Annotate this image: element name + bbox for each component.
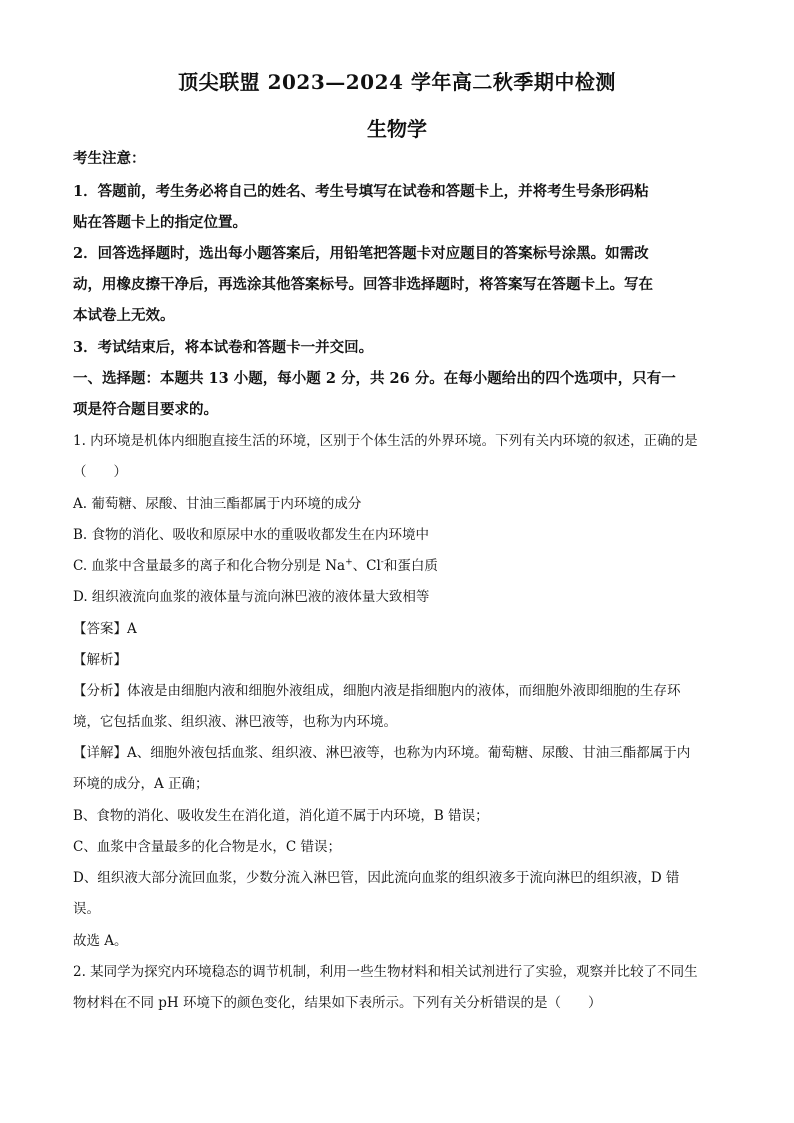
notice-item-1-line-2: 贴在答题卡上的指定位置。 (73, 214, 247, 231)
notice-item-2-line-1: 2．回答选择题时，选出每小题答案后，用铅笔把答题卡对应题目的答案标号涂黑。如需改 (73, 245, 649, 262)
q1-detail-line-5: D、组织液大部分流回血浆，少数分流入淋巴管，因此流向血浆的组织液多于流向淋巴的组织液，D 错 (73, 870, 680, 886)
q2-stem-line-1: 2. 某同学为探究内环境稳态的调节机制，利用一些生物材料和相关试剂进行了实验，观察并比较了不同生 (73, 964, 698, 980)
q1-answer: 【答案】A (73, 621, 137, 637)
q1-fenxi-line-1: 【分析】体液是由细胞内液和细胞外液组成，细胞内液是指细胞内的液体，而细胞外液即细胞的生存环 (73, 683, 681, 699)
q1-detail-line-1: 【详解】A、细胞外液包括血浆、组织液、淋巴液等，也称为内环境。葡萄糖、尿酸、甘油三酯都属于内 (73, 745, 691, 761)
q1-stem-line-1: 1. 内环境是机体内细胞直接生活的环境，区别于个体生活的外界环境。下列有关内环境的叙述，正确的是 (73, 433, 698, 449)
q1-option-a: A. 葡萄糖、尿酸、甘油三酯都属于内环境的成分 (73, 496, 362, 512)
notice-item-1-line-1: 1．答题前，考生务必将自己的姓名、考生号填写在试卷和答题卡上，并将考生号条形码粘 (73, 183, 649, 200)
q1-option-c-sup-2: - (380, 557, 384, 568)
q1-conclusion: 故选 A。 (73, 933, 128, 949)
section-heading-line-2: 项是符合题目要求的。 (73, 401, 218, 418)
q1-option-b: B. 食物的消化、吸收和原尿中水的重吸收都发生在内环境中 (73, 527, 430, 543)
q2-stem-line-2: 物材料在不同 pH 环境下的颜色变化，结果如下表所示。下列有关分析错误的是（ ） (73, 995, 602, 1011)
notice-heading: 考生注意： (73, 150, 146, 167)
q1-analysis-label: 【解析】 (73, 652, 127, 668)
subject-title: 生物学 (367, 117, 427, 141)
q1-detail-line-6: 误。 (73, 901, 100, 917)
section-heading-line-1: 一、选择题：本题共 13 小题，每小题 2 分，共 26 分。在每小题给出的四个选项中，只有一 (73, 370, 676, 387)
q1-option-c-text-2: 、Cl (352, 558, 381, 574)
q1-option-c-text-1: C. 血浆中含量最多的离子和化合物分别是 Na (73, 558, 346, 574)
q1-option-c-text-3: 和蛋白质 (383, 558, 438, 574)
q1-fenxi-line-2: 境，它包括血浆、组织液、淋巴液等，也称为内环境。 (73, 714, 397, 730)
notice-item-2-line-2: 动，用橡皮擦干净后，再选涂其他答案标号。回答非选择题时，将答案写在答题卡上。写在 (73, 276, 653, 293)
q1-detail-line-4: C、血浆中含量最多的化合物是水，C 错误； (73, 839, 341, 855)
q1-option-c-sup-1: + (345, 557, 353, 568)
q1-stem-line-2: （ ） (73, 464, 127, 480)
page-title: 顶尖联盟 2023—2024 学年高二秋季期中检测 (178, 70, 616, 94)
q1-option-d: D. 组织液流向血浆的液体量与流向淋巴液的液体量大致相等 (73, 589, 430, 605)
notice-item-3-line-1: 3．考试结束后，将本试卷和答题卡一并交回。 (73, 339, 374, 356)
notice-item-2-line-3: 本试卷上无效。 (73, 307, 175, 324)
q1-option-c (73, 557, 723, 575)
q1-detail-line-3: B、食物的消化、吸收发生在消化道，消化道不属于内环境，B 错误； (73, 808, 489, 824)
q1-detail-line-2: 环境的成分，A 正确； (73, 776, 209, 792)
